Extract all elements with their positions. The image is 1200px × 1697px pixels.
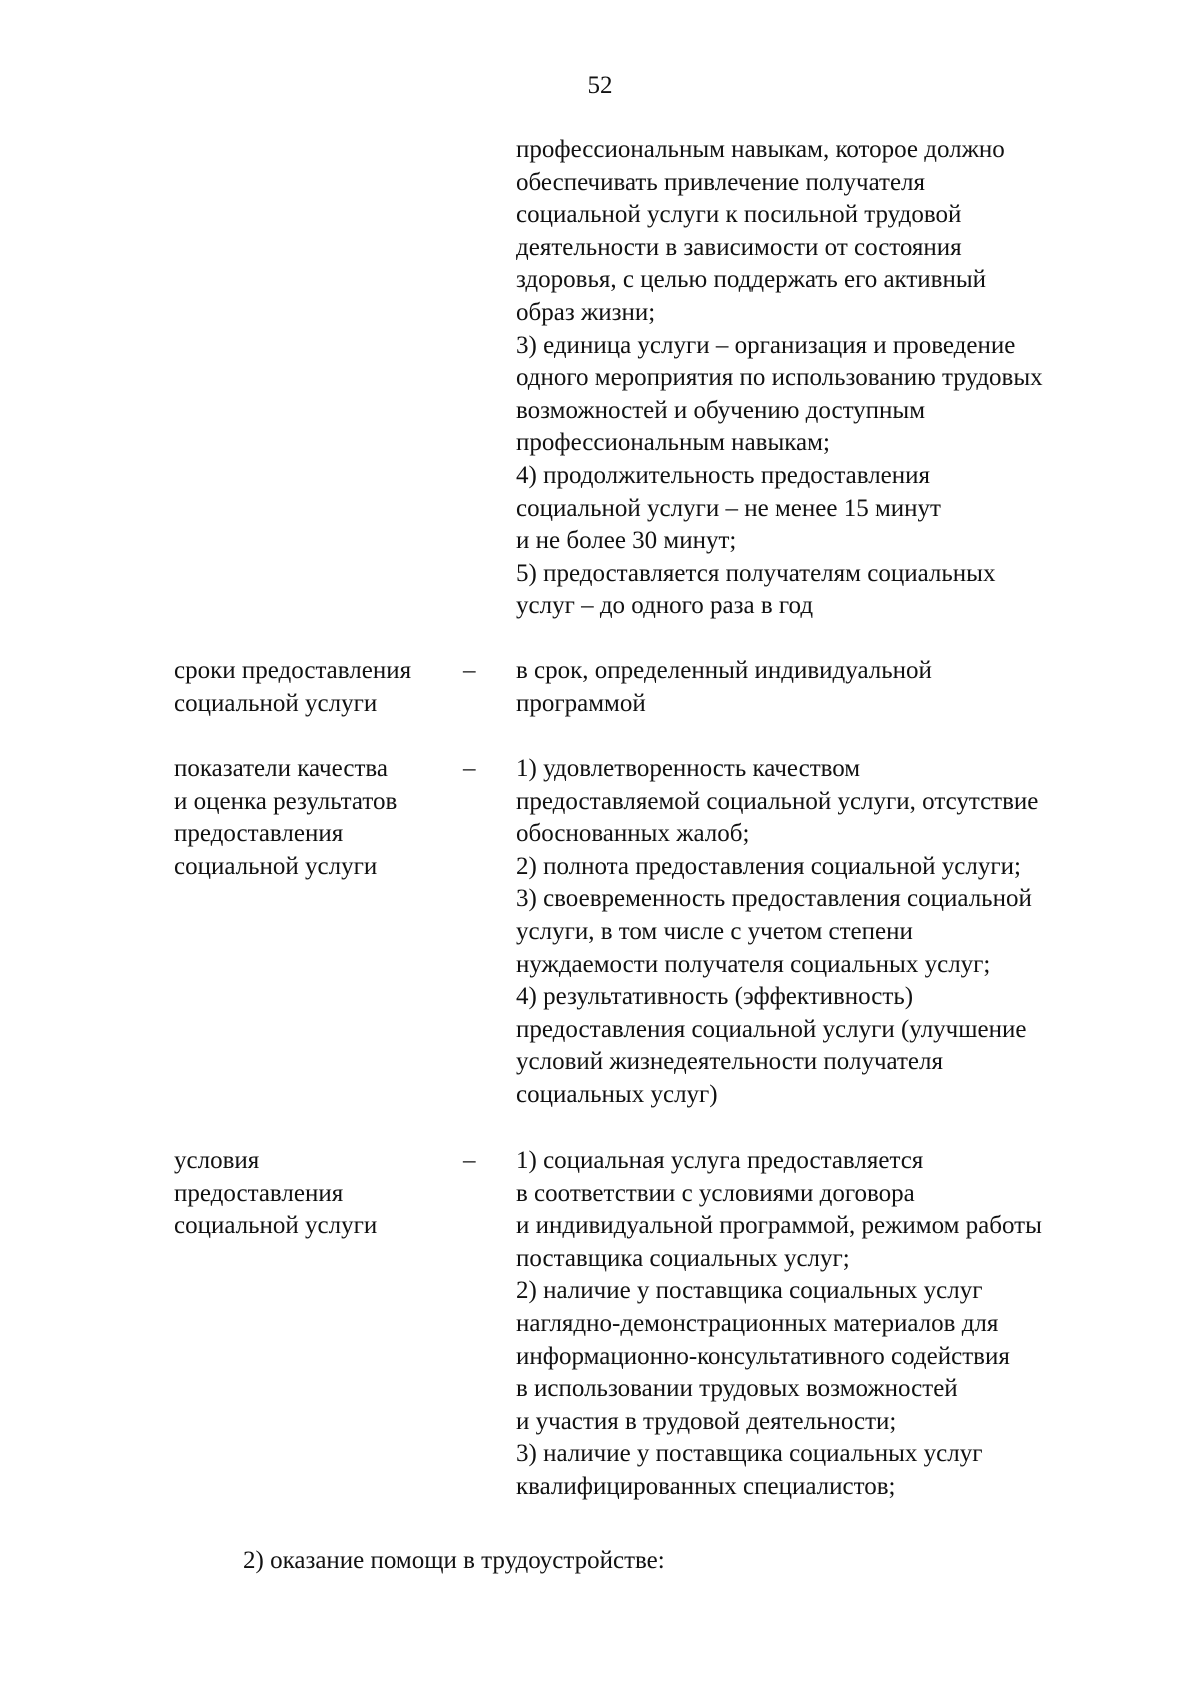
label-line: сроки предоставления: [174, 657, 412, 684]
label-line: предоставления: [174, 820, 344, 848]
value-line: в соответствии с условиями договора: [516, 1179, 915, 1207]
text-line: здоровья, с целью поддержать его активный: [516, 266, 987, 294]
row-dash: –: [463, 657, 476, 684]
value-line: поставщика социальных услуг;: [516, 1244, 850, 1272]
text-line: образ жизни;: [516, 298, 656, 326]
value-line: услуги, в том числе с учетом степени: [516, 917, 913, 945]
text-line: социальной услуги – не менее 15 минут: [516, 494, 941, 522]
row-dash: –: [463, 1147, 476, 1174]
row-label: [174, 655, 464, 720]
text-line: профессиональным навыкам, которое должно: [516, 136, 1005, 163]
text-line: 5) предоставляется получателям социальных: [516, 559, 996, 587]
value-line: предоставляемой социальной услуги, отсутствие: [516, 787, 1039, 815]
value-line: и участия в трудовой деятельности;: [516, 1407, 897, 1435]
section-heading: 2) оказание помощи в трудоустройстве:: [243, 1547, 665, 1574]
value-line: предоставления социальной услуги (улучшение: [516, 1015, 1027, 1043]
value-line: 2) наличие у поставщика социальных услуг: [516, 1277, 983, 1305]
row-label: [174, 753, 464, 883]
text-line: социальной услуги к посильной трудовой: [516, 201, 962, 229]
value-line: информационно-консультативного содействия: [516, 1342, 1010, 1370]
label-line: и оценка результатов: [174, 787, 398, 815]
label-line: социальной услуги: [174, 689, 378, 717]
value-line: 2) полнота предоставления социальной услуги;: [516, 852, 1021, 880]
text-line: деятельности в зависимости от состояния: [516, 233, 962, 261]
label-line: социальной услуги: [174, 852, 378, 880]
value-line: условий жизнедеятельности получателя: [516, 1048, 943, 1076]
value-line: социальных услуг): [516, 1080, 718, 1108]
value-line: и индивидуальной программой, режимом работы: [516, 1212, 1042, 1240]
text-line: одного мероприятия по использованию трудовых: [516, 364, 1043, 392]
value-line: 3) наличие у поставщика социальных услуг: [516, 1440, 983, 1468]
text-line: обеспечивать привлечение получателя: [516, 168, 926, 196]
text-line: профессиональным навыкам;: [516, 429, 830, 457]
value-line: 1) социальная услуга предоставляется: [516, 1147, 924, 1174]
value-line: 4) результативность (эффективность): [516, 983, 914, 1011]
value-line: квалифицированных специалистов;: [516, 1472, 896, 1500]
value-line: 1) удовлетворенность качеством: [516, 755, 861, 782]
row-label: [174, 1145, 464, 1243]
value-line: в использовании трудовых возможностей: [516, 1375, 958, 1403]
value-line: 3) своевременность предоставления социальной: [516, 885, 1032, 913]
value-line: нуждаемости получателя социальных услуг;: [516, 950, 991, 978]
value-line: наглядно-демонстрационных материалов для: [516, 1309, 999, 1337]
label-line: показатели качества: [174, 755, 388, 782]
text-line: 4) продолжительность предоставления: [516, 461, 931, 489]
row-value: [516, 655, 1176, 720]
label-line: условия: [174, 1147, 260, 1174]
text-line: и не более 30 минут;: [516, 527, 737, 555]
label-line: социальной услуги: [174, 1212, 378, 1240]
label-line: предоставления: [174, 1179, 344, 1207]
value-line: обоснованных жалоб;: [516, 820, 750, 848]
text-line: возможностей и обучению доступным: [516, 396, 926, 424]
text-line: 3) единица услуги – организация и проведение: [516, 331, 1016, 359]
value-line: в срок, определенный индивидуальной: [516, 657, 932, 684]
value-line: программой: [516, 689, 646, 717]
page-number: 52: [587, 72, 613, 99]
row-value: [516, 753, 1176, 1112]
row-value: [516, 1145, 1176, 1504]
text-line: услуг – до одного раза в год: [516, 592, 814, 620]
continuation-text: [516, 134, 1176, 623]
row-dash: –: [463, 755, 476, 782]
